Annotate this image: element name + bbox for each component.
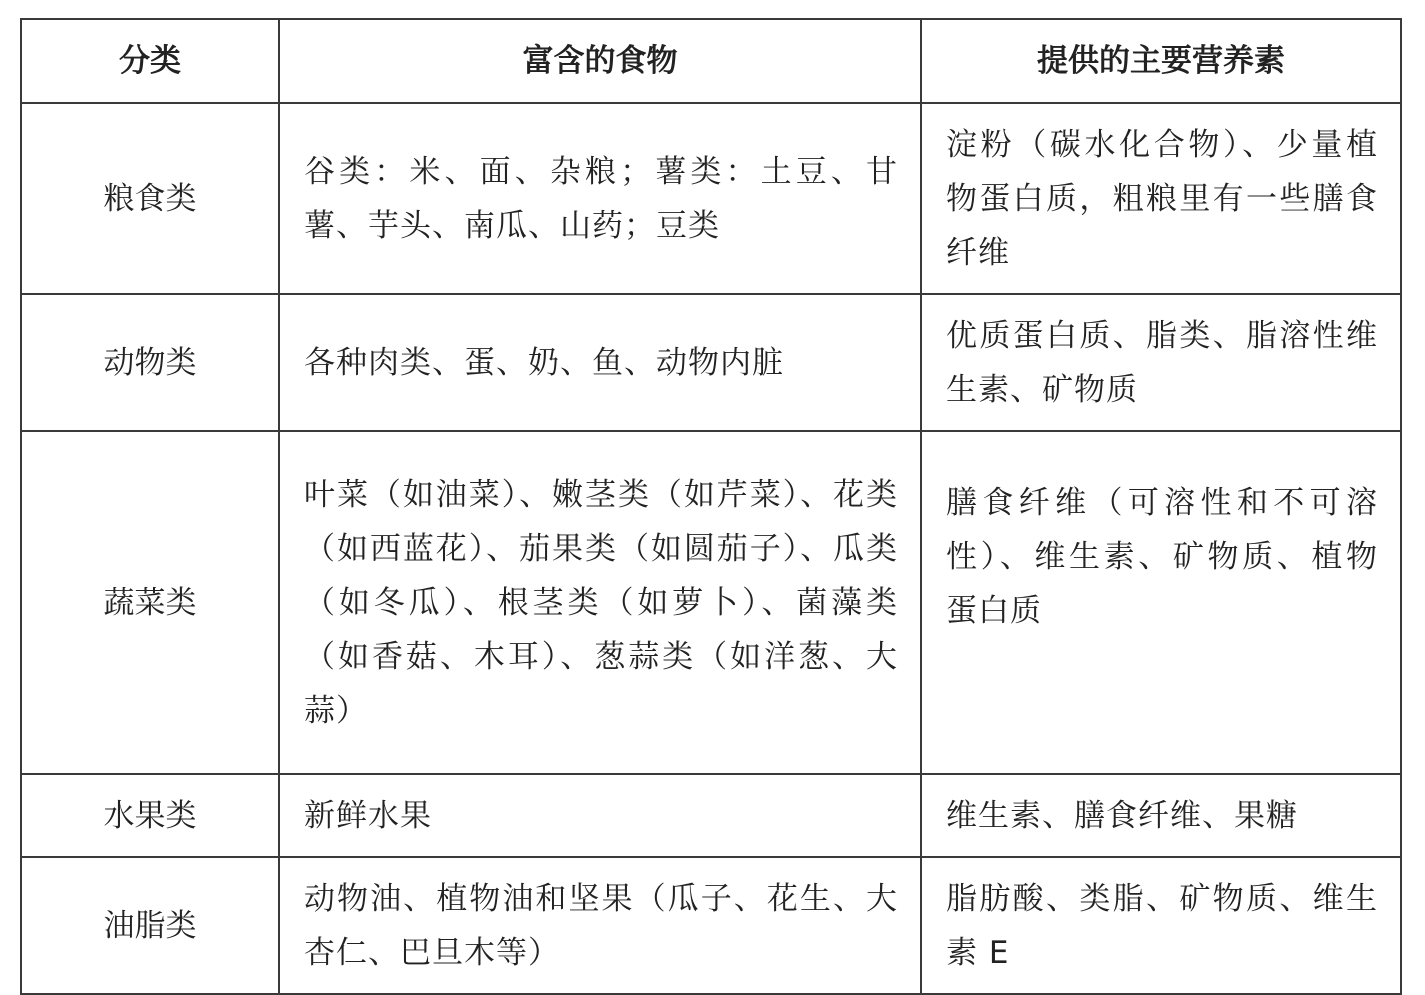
food-nutrition-table — [20, 18, 1402, 995]
foods-cell: 叶菜（如油菜）、嫩茎类（如芹菜）、花类（如西蓝花）、茄果类（如圆茄子）、瓜类（如冬瓜）、根茎类（如萝卜）、菌藻类（如香菇、木耳）、葱蒜类（如洋葱、大蒜） — [279, 431, 921, 774]
category-cell: 水果类 — [21, 774, 279, 857]
nutrients-cell: 膳食纤维（可溶性和不可溶性）、维生素、矿物质、植物蛋白质 — [921, 431, 1401, 774]
nutrients-cell: 优质蛋白质、脂类、脂溶性维生素、矿物质 — [921, 294, 1401, 431]
foods-cell: 各种肉类、蛋、奶、鱼、动物内脏 — [279, 294, 921, 431]
table-row — [21, 431, 1401, 774]
table-row — [21, 857, 1401, 994]
category-cell: 油脂类 — [21, 857, 279, 994]
table-row — [21, 103, 1401, 294]
nutrients-cell: 维生素、膳食纤维、果糖 — [921, 774, 1401, 857]
category-cell: 粮食类 — [21, 103, 279, 294]
nutrients-cell: 淀粉（碳水化合物）、少量植物蛋白质，粗粮里有一些膳食纤维 — [921, 103, 1401, 294]
nutrients-cell: 脂肪酸、类脂、矿物质、维生素 E — [921, 857, 1401, 994]
foods-cell: 新鲜水果 — [279, 774, 921, 857]
header-row — [21, 19, 1401, 103]
header-category: 分类 — [21, 19, 279, 103]
category-cell: 蔬菜类 — [21, 431, 279, 774]
category-cell: 动物类 — [21, 294, 279, 431]
foods-cell: 动物油、植物油和坚果（瓜子、花生、大杏仁、巴旦木等） — [279, 857, 921, 994]
table-row — [21, 774, 1401, 857]
header-nutrients: 提供的主要营养素 — [921, 19, 1401, 103]
foods-cell: 谷类：米、面、杂粮；薯类：土豆、甘薯、芋头、南瓜、山药；豆类 — [279, 103, 921, 294]
table-row — [21, 294, 1401, 431]
header-foods: 富含的食物 — [279, 19, 921, 103]
